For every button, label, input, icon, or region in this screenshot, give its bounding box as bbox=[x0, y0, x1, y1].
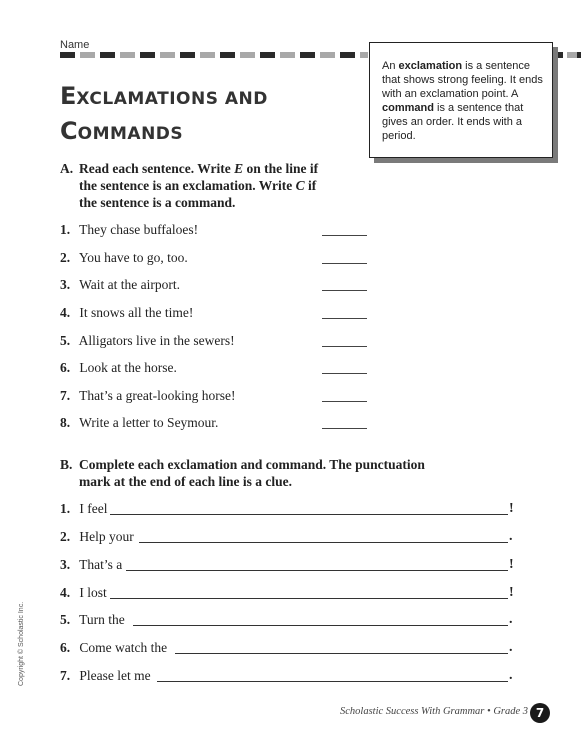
punctuation-clue: ! bbox=[509, 585, 514, 600]
section-b-instructions: B. Complete each exclamation and command. The punctuation mark at the end of each line is a clue. bbox=[60, 457, 425, 489]
list-item: 1. I feel bbox=[60, 501, 108, 516]
punctuation-clue: ! bbox=[509, 557, 514, 572]
header-dashed-rule bbox=[60, 52, 368, 58]
list-item: 2. Help your bbox=[60, 529, 134, 544]
term-exclamation: exclamation bbox=[398, 60, 463, 72]
punctuation-clue: . bbox=[509, 529, 513, 544]
answer-blank[interactable] bbox=[322, 401, 367, 402]
punctuation-clue: ! bbox=[509, 501, 514, 516]
section-a-instructions: A. Read each sentence. Write E on the line if the sentence is an exclamation. Write C if the sentence is a command. bbox=[60, 161, 319, 210]
answer-line[interactable] bbox=[126, 570, 508, 571]
list-item: 6. Look at the horse. bbox=[60, 360, 177, 375]
list-item: 5. Alligators live in the sewers! bbox=[60, 333, 235, 348]
definition-box: An exclamation is a sentence that shows strong feeling. It ends with an exclamation point. A command is a sentence that gives an order. It ends with a period. bbox=[369, 42, 553, 158]
answer-blank[interactable] bbox=[322, 235, 367, 236]
page-title: EXCLAMATIONS AND COMMANDS bbox=[60, 82, 268, 145]
page-number: 7 bbox=[530, 703, 550, 723]
punctuation-clue: . bbox=[509, 612, 513, 627]
section-a-letter: A. bbox=[60, 161, 74, 176]
grade-label: Grade 3 bbox=[493, 706, 529, 717]
list-item: 7. That’s a great-looking horse! bbox=[60, 388, 236, 403]
section-b-letter: B. bbox=[60, 457, 73, 472]
list-item: 6. Come watch the bbox=[60, 640, 168, 655]
list-item: 1. They chase buffaloes! bbox=[60, 222, 199, 237]
answer-line[interactable] bbox=[175, 653, 508, 654]
answer-blank[interactable] bbox=[322, 373, 367, 374]
name-label: Name bbox=[60, 39, 90, 51]
answer-line[interactable] bbox=[110, 514, 508, 515]
footer-credit bbox=[340, 706, 528, 717]
answer-blank[interactable] bbox=[322, 318, 367, 319]
header-dashed-rule-right bbox=[553, 52, 581, 58]
answer-line[interactable] bbox=[139, 542, 508, 543]
list-item: 4. I lost bbox=[60, 585, 107, 600]
book-title: Scholastic Success With Grammar bbox=[340, 706, 485, 717]
copyright-notice: Copyright © Scholastic Inc. bbox=[18, 601, 25, 686]
punctuation-clue: . bbox=[509, 668, 513, 683]
answer-line[interactable] bbox=[133, 625, 508, 626]
list-item: 4. It snows all the time! bbox=[60, 305, 194, 320]
footer-bullet: • bbox=[487, 706, 491, 717]
punctuation-clue: . bbox=[509, 640, 513, 655]
list-item: 2. You have to go, too. bbox=[60, 250, 188, 265]
term-command: command bbox=[382, 102, 434, 114]
list-item: 5. Turn the bbox=[60, 612, 125, 627]
list-item: 8. Write a letter to Seymour. bbox=[60, 415, 219, 430]
list-item: 7. Please let me bbox=[60, 668, 151, 683]
answer-blank[interactable] bbox=[322, 346, 367, 347]
answer-blank[interactable] bbox=[322, 428, 367, 429]
list-item: 3. That’s a bbox=[60, 557, 123, 572]
answer-line[interactable] bbox=[157, 681, 508, 682]
answer-blank[interactable] bbox=[322, 263, 367, 264]
answer-blank[interactable] bbox=[322, 290, 367, 291]
answer-line[interactable] bbox=[110, 598, 508, 599]
list-item: 3. Wait at the airport. bbox=[60, 277, 181, 292]
